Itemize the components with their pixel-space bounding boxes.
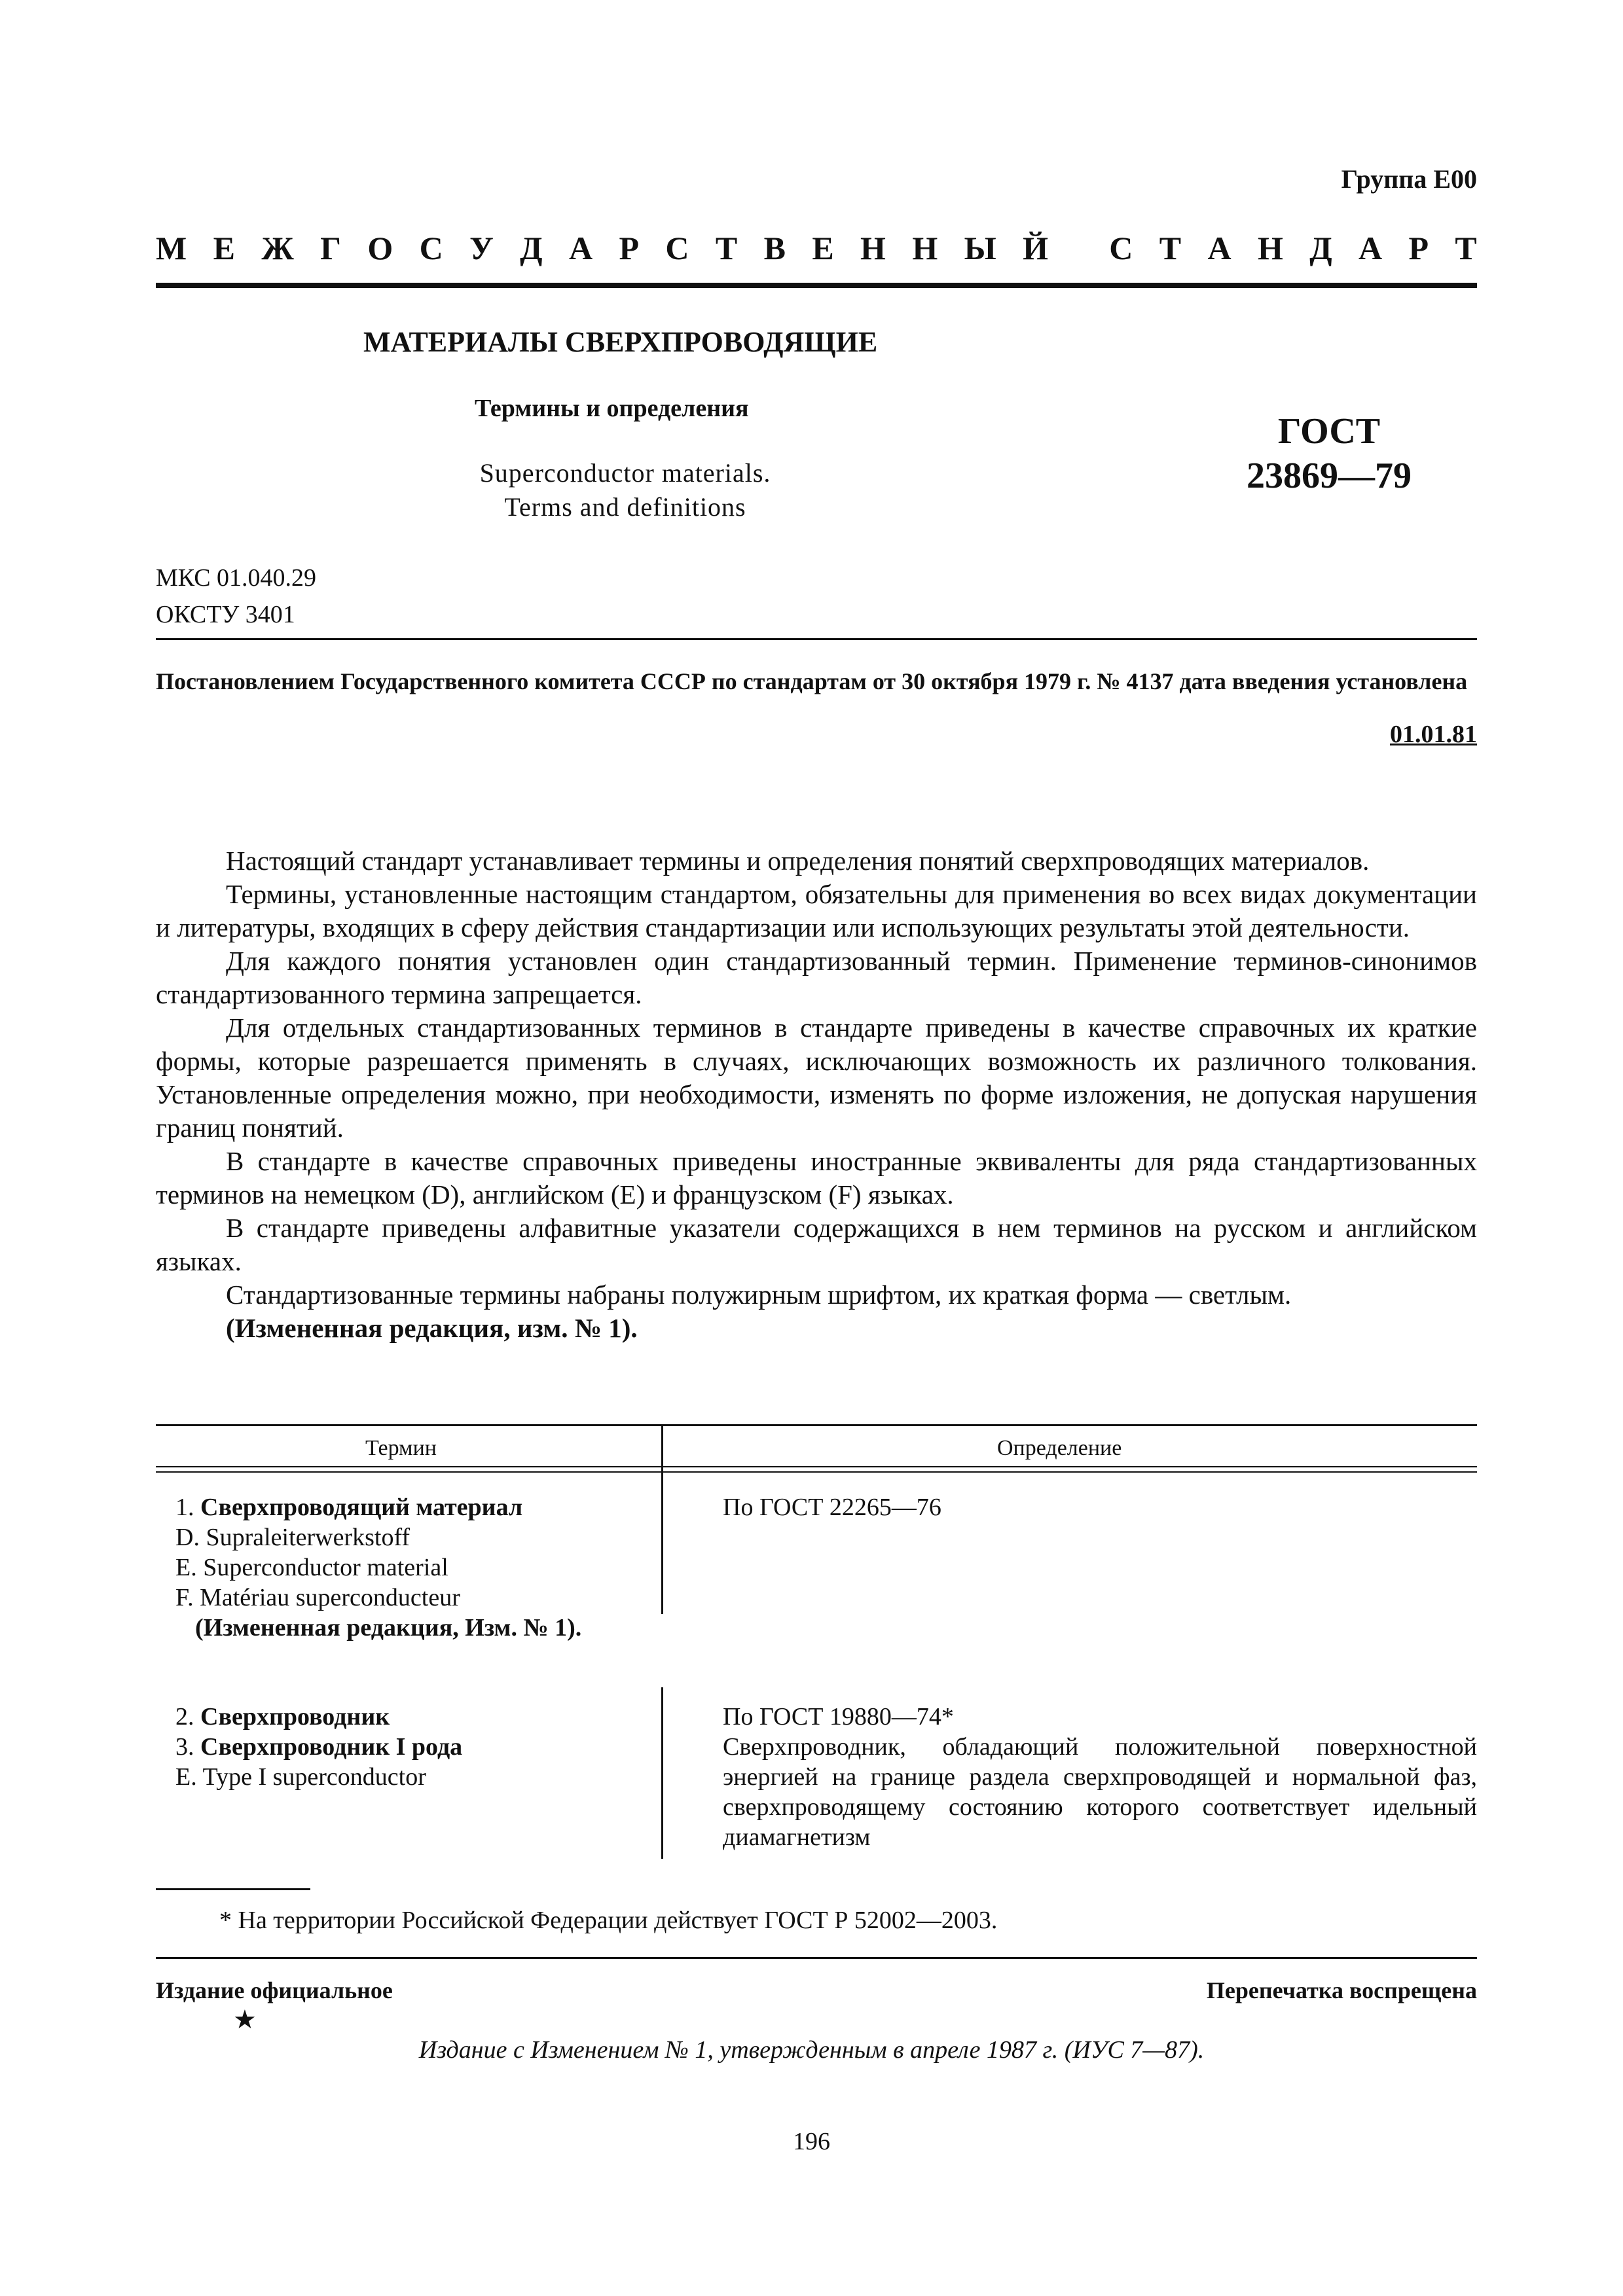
term-english: E. Type I superconductor	[175, 1763, 426, 1791]
heading-letter: Д	[520, 230, 543, 266]
mks-code: МКС 01.040.29	[156, 564, 317, 592]
term-number: 3.	[175, 1733, 194, 1761]
paragraph: Настоящий стандарт устанавливает термины и определения понятий сверхпроводящих материалов.	[226, 846, 1370, 876]
heading-letter: Е	[213, 230, 235, 266]
term-english: E. Superconductor material	[175, 1554, 448, 1581]
english-title-line1: Superconductor materials.	[479, 458, 771, 488]
heading-letter: Т	[1159, 230, 1182, 266]
column-header-definition: Определение	[997, 1436, 1122, 1460]
term-definition: По ГОСТ 22265—76	[723, 1494, 941, 1521]
edition-note: Издание с Изменением № 1, утвержденным в апреле 1987 г. (ИУС 7—87).	[418, 2036, 1205, 2064]
term-name: Сверхпроводящий материал	[200, 1494, 523, 1521]
term-french: F. Matériau superconducteur	[175, 1584, 460, 1611]
table-row	[175, 1702, 462, 1792]
paragraph: В стандарте приведены алфавитные указатели содержащихся в нем терминов на русском и английском языках.	[156, 1213, 1477, 1276]
heading-letter: У	[469, 230, 494, 266]
document-title: МАТЕРИАЛЫ СВЕРХПРОВОДЯЩИЕ	[363, 326, 878, 358]
heading-letter: Д	[1309, 230, 1332, 266]
heading-letter: А	[568, 230, 593, 266]
table-column-divider	[661, 1687, 663, 1859]
heading-letter: Г	[320, 230, 341, 266]
paragraph: Для каждого понятия установлен один стандартизованный термин. Применение терминов-синонимов стандартизованного термина запрещается.	[156, 946, 1477, 1009]
footnote-rule	[156, 1888, 310, 1890]
heading-letter: А	[1207, 230, 1231, 266]
heading-letter: Т	[1455, 230, 1477, 266]
term-definition: Сверхпроводник, обладающий положительной поверхностной энергией на границе раздела сверхпроводящей и нормальной фаз, сверхпроводящему состоянию которого соответствует идельный диамагнетизм	[723, 1733, 1477, 1851]
table-top-rule	[156, 1424, 1477, 1426]
paragraph: В стандарте в качестве справочных приведены иностранные эквиваленты для ряда стандартизованных терминов на немецком (D), английском (E) и французском (F) языках.	[156, 1146, 1477, 1210]
paragraph: Для отдельных стандартизованных терминов в стандарте приведены в качестве справочных их краткие формы, которые разрешается применять в случаях, исключающих возможность их различного толкования. Установленные определения можно, при необходимости, изменять по форме изложения, не допуская нарушения границ понятий.	[156, 1013, 1477, 1143]
term-german: D. Supraleiterwerkstoff	[175, 1524, 410, 1551]
body-text	[156, 844, 1477, 1345]
classification-codes	[156, 560, 316, 633]
heading-letter: С	[1109, 230, 1133, 266]
okstu-code: ОКСТУ 3401	[156, 601, 295, 628]
table-header-rule	[156, 1466, 1477, 1467]
heading-letter: А	[1359, 230, 1383, 266]
gost-number: 23869—79	[1247, 456, 1412, 496]
table-column-divider	[661, 1424, 663, 1614]
table-row	[175, 1492, 581, 1643]
heading-letter: Н	[1257, 230, 1283, 266]
heading-letter	[1074, 229, 1083, 267]
heading-letter: В	[763, 230, 786, 266]
heading-letter: Й	[1023, 230, 1048, 266]
codes-rule	[156, 638, 1477, 640]
introduction-date: 01.01.81	[1390, 721, 1477, 748]
column-header-term: Термин	[365, 1436, 437, 1460]
interstate-standard-heading	[156, 229, 1477, 267]
heading-letter: Т	[715, 230, 738, 266]
gost-label: ГОСТ	[1277, 411, 1381, 452]
footer-rule	[156, 1957, 1477, 1959]
document-subtitle: Термины и определения	[475, 395, 749, 422]
paragraph: Термины, установленные настоящим стандартом, обязательны для применения во всех видах документации и литературы, входящих в сферу действия стандартизации или использующих результаты этой деятельности.	[156, 879, 1477, 942]
reprint-prohibited-label: Перепечатка воспрещена	[1206, 1977, 1477, 2003]
term-name: Сверхпроводник	[200, 1703, 390, 1731]
term-number: 2.	[175, 1703, 194, 1731]
decree-text: Постановлением Государственного комитета СССР по стандартам от 30 октября 1979 г. № 4137 дата введения установлена	[156, 668, 1468, 694]
amendment-note: (Измененная редакция, изм. № 1).	[226, 1313, 638, 1343]
paragraph: Стандартизованные термины набраны полужирным шрифтом, их краткая форма — светлым.	[226, 1280, 1292, 1310]
heading-letter: Н	[912, 230, 938, 266]
heading-letter: Е	[812, 230, 834, 266]
table-header	[156, 1431, 1477, 1467]
official-edition-label: Издание официальное	[156, 1977, 393, 2003]
term-name: Сверхпроводник I рода	[200, 1733, 463, 1761]
heading-letter: С	[665, 230, 689, 266]
heading-letter: Р	[619, 230, 639, 266]
heading-letter: С	[419, 230, 443, 266]
heading-letter: М	[156, 230, 187, 266]
heading-letter: Р	[1408, 230, 1429, 266]
english-title-line2: Terms and definitions	[504, 492, 746, 522]
header-rule	[156, 283, 1477, 288]
english-title	[419, 456, 831, 524]
term-amendment-note: (Измененная редакция, Изм. № 1).	[195, 1614, 582, 1641]
term-definition-block	[723, 1702, 1477, 1852]
gost-designation	[1211, 409, 1447, 498]
group-code: Группа Е00	[1341, 164, 1477, 194]
heading-letter: Ы	[964, 230, 996, 266]
page-number: 196	[793, 2128, 830, 2155]
heading-letter: Ж	[261, 230, 294, 266]
definition-reference: По ГОСТ 19880—74*	[723, 1703, 954, 1731]
heading-letter: Н	[860, 230, 886, 266]
heading-letter: О	[367, 230, 393, 266]
table-header-rule	[156, 1471, 1477, 1473]
term-number: 1.	[175, 1494, 194, 1521]
star-icon: ★	[233, 2005, 257, 2034]
footnote: * На территории Российской Федерации действует ГОСТ Р 52002—2003.	[219, 1907, 998, 1934]
